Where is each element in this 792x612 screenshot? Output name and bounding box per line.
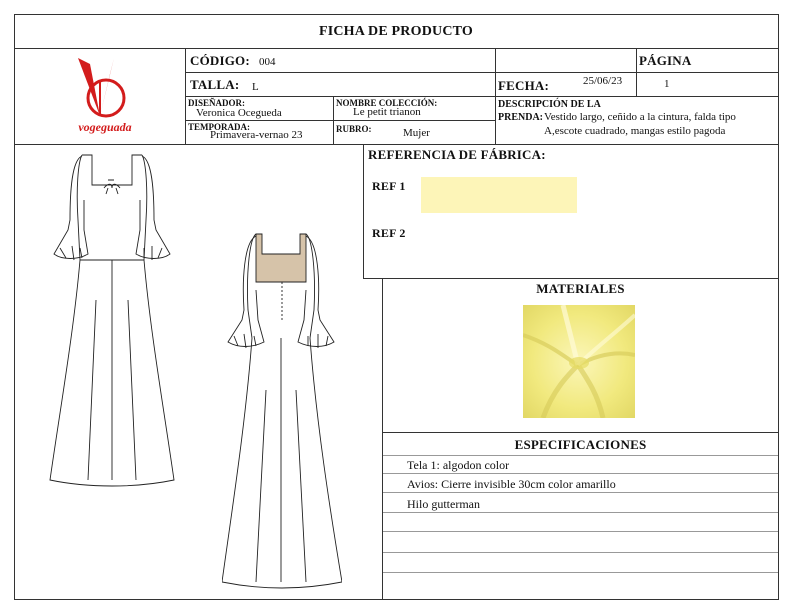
ref1-label: REF 1: [372, 179, 406, 193]
descripcion-line-1: Vestido largo, ceñido a la cintura, falda tipo: [544, 111, 736, 123]
coleccion-value: Le petit trianon: [353, 106, 421, 118]
especificaciones-title: ESPECIFICACIONES: [514, 437, 647, 452]
rubro-label: RUBRO:: [336, 124, 372, 134]
descripcion-label-prenda: PRENDA:: [498, 112, 543, 123]
coleccion-label: NOMBRE COLECCIÓN:: [336, 98, 438, 108]
spec-line: Tela 1: algodon color: [407, 458, 510, 472]
fecha-value: 25/06/23: [583, 75, 623, 87]
fecha-label: FECHA:: [498, 78, 550, 93]
disenador-label: DISEÑADOR:: [188, 98, 246, 108]
pagina-value: 1: [664, 78, 670, 90]
talla-value: L: [252, 81, 259, 93]
dress-back-sketch: [222, 230, 342, 590]
ref1-swatch: [421, 177, 577, 213]
pagina-label: PÁGINA: [639, 53, 692, 68]
fabric-sample-image: [523, 305, 635, 418]
rubro-value: Mujer: [403, 127, 430, 139]
temporada-value: Primavera-vernao 23: [210, 129, 303, 141]
codigo-value: 004: [259, 56, 276, 68]
dress-front-sketch: [48, 150, 176, 490]
spec-line: Avios: Cierre invisible 30cm color amarillo: [407, 477, 616, 491]
page-title: FICHA DE PRODUCTO: [318, 24, 474, 39]
brand-name: vogeguada: [78, 120, 132, 134]
disenador-value: Veronica Ocegueda: [196, 107, 282, 119]
descripcion-line-2: A,escote cuadrado, mangas estilo pagoda: [544, 125, 726, 137]
temporada-label: TEMPORADA:: [188, 122, 250, 132]
talla-label: TALLA:: [190, 77, 240, 92]
ref2-label: REF 2: [372, 226, 406, 240]
materiales-title: MATERIALES: [536, 281, 625, 296]
codigo-label: CÓDIGO:: [190, 53, 250, 68]
referencia-title: REFERENCIA DE FÁBRICA:: [368, 147, 546, 162]
descripcion-label: DESCRIPCIÓN DE LA: [498, 99, 601, 110]
spec-line: Hilo gutterman: [407, 497, 480, 511]
